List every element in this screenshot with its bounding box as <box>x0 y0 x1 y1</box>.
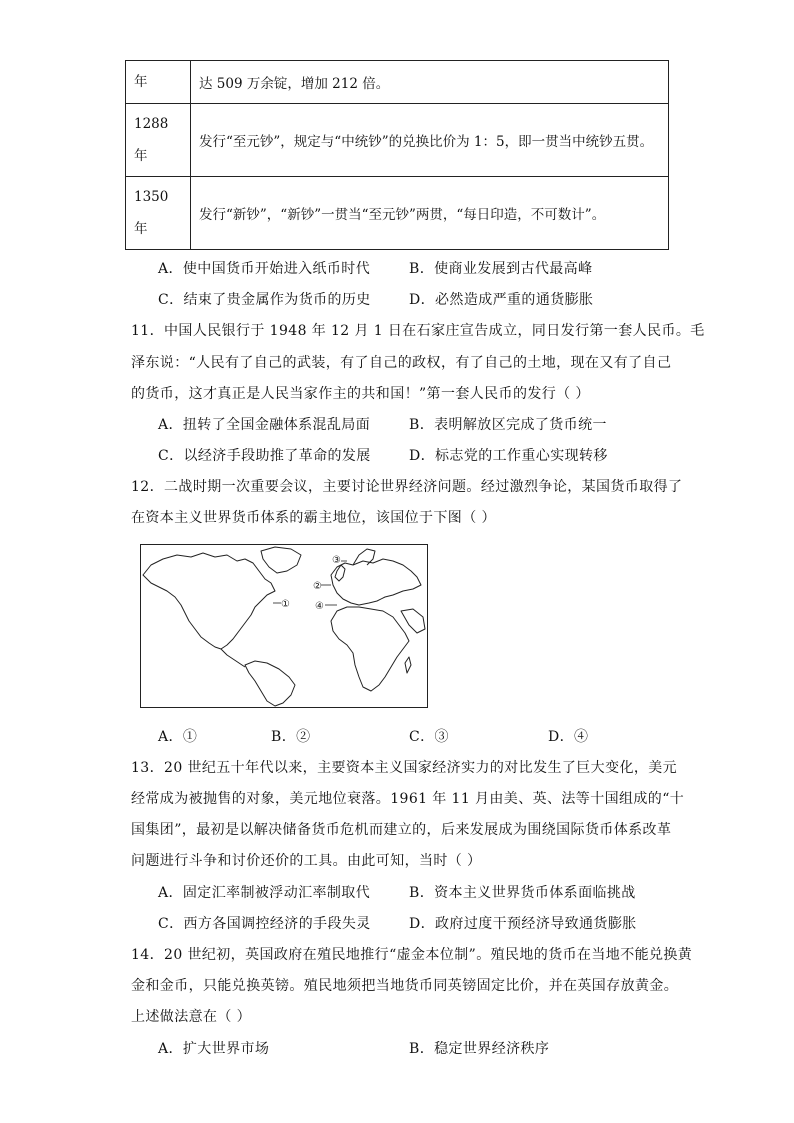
q13-stem-line: 13．20 世纪五十年代以来，主要资本主义国家经济实力的对比发生了巨大变化，美元 <box>131 760 678 776</box>
year-number: 1350 <box>134 189 169 205</box>
q10-option-d[interactable]: D．必然造成严重的通货膨胀 <box>409 292 594 308</box>
q14-option-a[interactable]: A．扩大世界市场 <box>158 1041 270 1057</box>
q13-option-b[interactable]: B．资本主义世界货币体系面临挑战 <box>409 885 636 901</box>
q10-option-b[interactable]: B．使商业发展到古代最高峰 <box>409 261 593 277</box>
table-cell-year: 年 <box>126 61 191 104</box>
q12-option-b[interactable]: B．② <box>271 729 311 745</box>
q14-stem-line: 14．20 世纪初，英国政府在殖民地推行“虚金本位制”。殖民地的货币在当地不能兑换黄 <box>131 947 693 963</box>
map-marker-4: ④ <box>315 601 324 612</box>
q13-option-c[interactable]: C．西方各国调控经济的手段失灵 <box>158 916 371 932</box>
q13-option-a[interactable]: A．固定汇率制被浮动汇率制取代 <box>158 885 371 901</box>
q14-stem-line: 上述做法意在（ ） <box>131 1009 252 1025</box>
q12-option-d[interactable]: D．④ <box>548 729 589 745</box>
central-america-outline <box>221 649 245 667</box>
q11-option-d[interactable]: D．标志党的工作重心实现转移 <box>409 448 608 464</box>
q13-stem-line: 国集团”，最初是以解决储备货币危机而建立的，后来发展成为围绕国际货币体系改革 <box>131 822 672 838</box>
table-row <box>126 61 669 104</box>
q13-stem-line: 经常成为被抛售的对象，美元地位衰落。1961 年 11 月由美、英、法等十国组成的“十 <box>131 791 685 807</box>
map-marker-3: ③ <box>332 555 341 566</box>
q14-stem-line: 金和金币，只能兑换英镑。殖民地须把当地货币同英镑固定比价，并在英国存放黄金。 <box>131 978 679 994</box>
q12-option-c[interactable]: C．③ <box>409 729 449 745</box>
year-number: 1288 <box>134 116 169 132</box>
table-cell-year <box>126 177 191 250</box>
q11-stem-line: 的货币，这才真正是人民当家作主的共和国！”第一套人民币的发行（ ） <box>131 386 590 402</box>
q10-option-c[interactable]: C．结束了贵金属作为货币的历史 <box>158 292 371 308</box>
map-outline-svg <box>141 545 427 707</box>
map-marker-1: ① <box>281 599 290 610</box>
europe-outline <box>331 559 421 605</box>
q11-option-b[interactable]: B．表明解放区完成了货币统一 <box>409 417 607 433</box>
table-cell-year <box>126 104 191 177</box>
q11-stem-line: 泽东说：“人民有了自己的武装，有了自己的政权，有了自己的土地，现在又有了自己 <box>131 355 672 371</box>
greenland-outline <box>261 547 301 573</box>
table-cell-desc: 达 509 万余锭，增加 212 倍。 <box>191 61 669 104</box>
africa-outline <box>331 607 409 691</box>
arabia-outline <box>401 609 425 633</box>
q12-option-a[interactable]: A．① <box>158 729 198 745</box>
q12-stem-line: 12．二战时期一次重要会议，主要讨论世界经济问题。经过激烈争论，某国货币取得了 <box>131 479 683 495</box>
map-marker-2: ② <box>313 581 322 592</box>
q12-stem-line: 在资本主义世界货币体系的霸主地位，该国位于下图（ ） <box>131 510 496 526</box>
table-cell-desc: 发行“至元钞”，规定与“中统钞”的兑换比价为 1：5，即一贯当中统钞五贯。 <box>191 104 669 177</box>
year-unit: 年 <box>134 221 148 237</box>
madagascar-outline <box>405 657 411 673</box>
table-row <box>126 177 669 250</box>
table-row <box>126 104 669 177</box>
q13-option-d[interactable]: D．政府过度干预经济导致通货膨胀 <box>409 916 637 932</box>
q11-option-a[interactable]: A．扭转了全国金融体系混乱局面 <box>158 417 371 433</box>
year-unit: 年 <box>134 148 148 164</box>
currency-history-table <box>125 60 669 250</box>
q11-option-c[interactable]: C．以经济手段助推了革命的发展 <box>158 448 371 464</box>
table-cell-desc: 发行“新钞”，“新钞”一贯当“至元钞”两贯，“每日印造，不可数计”。 <box>191 177 669 250</box>
north-america-outline <box>143 553 275 649</box>
south-america-outline <box>245 661 295 706</box>
q11-stem-line: 11．中国人民银行于 1948 年 12 月 1 日在石家庄宣告成立，同日发行第一套人民币。毛 <box>131 323 705 339</box>
q14-option-b[interactable]: B．稳定世界经济秩序 <box>409 1041 550 1057</box>
world-map-figure <box>140 544 428 708</box>
q13-stem-line: 问题进行斗争和讨价还价的工具。由此可知，当时（ ） <box>131 853 482 869</box>
q10-option-a[interactable]: A．使中国货币开始进入纸币时代 <box>158 261 371 277</box>
